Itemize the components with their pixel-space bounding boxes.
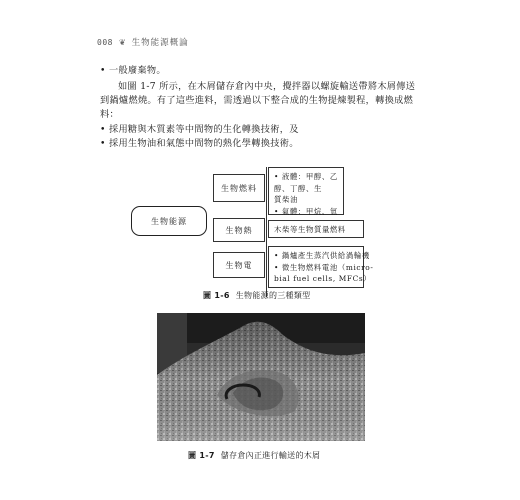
bioelectricity-node: 生物電 — [213, 252, 265, 278]
body-paragraph: 如圖 1-7 所示，在木屑儲存倉內中央，攪拌器以螺旋輸送帶將木屑傳送到鍋爐燃燒。有了這些進料，需透過以下整合成的生物提煉製程，轉換成燃料： — [100, 81, 416, 120]
detail-line: 質柴油 — [274, 195, 298, 204]
biofuel-details — [268, 167, 344, 215]
detail-line: bial fuel cells, MFCs） — [274, 274, 372, 283]
detail-line: • 鍋爐產生蒸汽供給渦輪機 — [274, 251, 370, 260]
diagram-bracket — [266, 167, 267, 297]
bullet-dot-icon: • — [100, 124, 109, 135]
caption-number: 圖 1-7 — [188, 451, 215, 460]
page-number: 008 — [97, 37, 113, 47]
detail-line: • 微生物燃料電池（micro- — [274, 262, 374, 272]
caption-number: 圖 1-6 — [203, 291, 230, 300]
bioelectricity-details — [268, 246, 374, 288]
bullet-dot-icon: • — [100, 65, 109, 76]
figure-1-6-caption — [203, 290, 310, 301]
figure-1-7-caption — [188, 450, 320, 461]
bullet-heading — [100, 64, 430, 78]
bullet-dot-icon: • — [100, 138, 109, 149]
detail-line: • 液體：甲醇、乙 — [274, 172, 338, 181]
list-item-text: 採用生物油和氣態中間物的熱化學轉換技術。 — [108, 138, 299, 149]
list-item — [100, 123, 430, 137]
bioheat-node: 生物熱 — [213, 218, 265, 242]
book-title: 生物能源概論 — [131, 38, 189, 48]
running-header — [97, 36, 189, 48]
detail-line: 木柴等生物質量燃料 — [274, 225, 346, 234]
list-item — [100, 137, 430, 151]
detail-line: • 氣體：甲烷、氫 — [274, 206, 338, 216]
caption-text: 生物能源的三種類型 — [235, 291, 311, 300]
caption-text: 儲存倉內正進行輸送的木屑 — [220, 451, 321, 460]
list-item-text: 採用糖與木質素等中間物的生化轉換技術，及 — [108, 124, 299, 135]
leaf-icon: ❦ — [118, 37, 126, 47]
detail-line: 醇、丁醇、生 — [274, 183, 322, 193]
bioheat-details — [268, 220, 364, 238]
bullet-heading-text: 一般廢棄物。 — [108, 65, 166, 76]
bioenergy-node: 生物能源 — [131, 206, 207, 236]
biofuel-node: 生物燃料 — [213, 174, 265, 202]
wood-chip-photo — [157, 313, 365, 441]
